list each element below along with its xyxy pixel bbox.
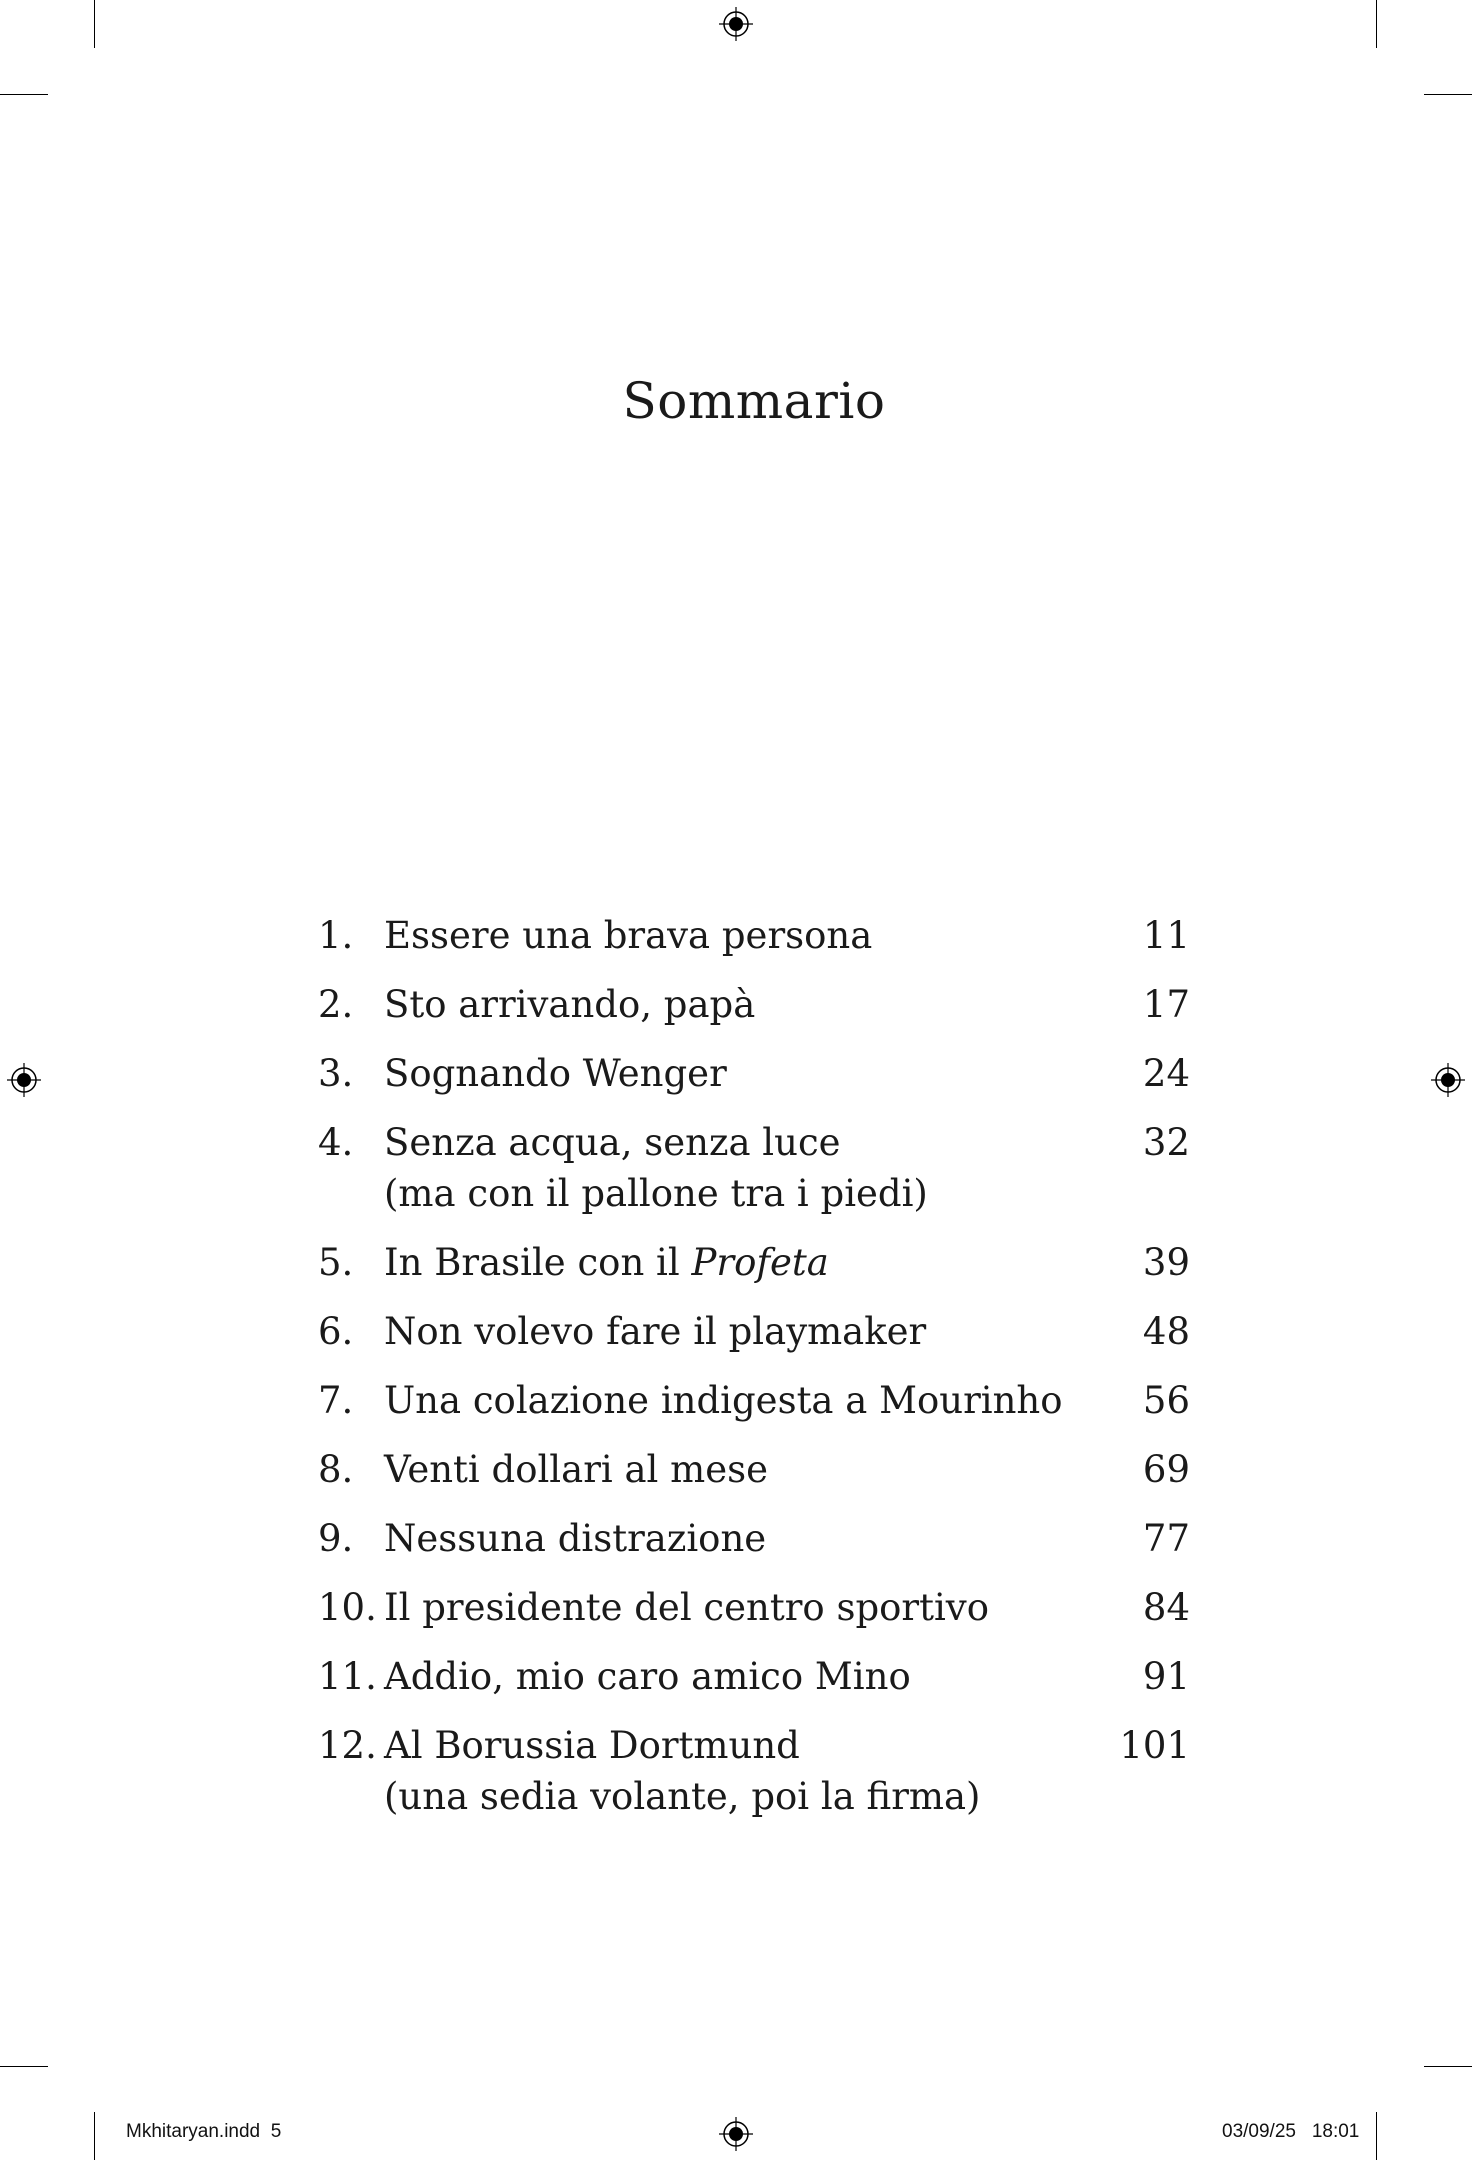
toc-number: 10. [318,1586,377,1629]
toc-page: 48 [1142,1310,1190,1353]
toc-page: 84 [1142,1586,1190,1629]
toc-number: 6. [318,1310,354,1353]
toc-entry[interactable] [318,1306,1190,1357]
toc-page: 11 [1142,914,1190,957]
table-of-contents [318,910,1190,1840]
crop-mark-left-bottom [0,2066,48,2067]
toc-title: Nessuna distrazione [384,1517,767,1560]
toc-title: Sognando Wenger [384,1052,727,1095]
crop-mark-top-right [1376,0,1377,48]
slug-time: 18:01 [1311,2121,1360,2142]
crop-mark-right-bottom [1424,2066,1472,2067]
toc-entry[interactable] [318,1582,1190,1633]
toc-page: 24 [1142,1052,1190,1095]
crop-mark-bottom-left [94,2112,95,2160]
slug-filename: Mkhitaryan.indd [126,2121,261,2142]
slug-page-number: 5 [270,2121,282,2142]
toc-entry[interactable] [318,1651,1190,1702]
toc-title: Al Borussia Dortmund [384,1724,800,1767]
registration-mark-top-icon [719,7,753,41]
toc-title: Il presidente del centro sportivo [384,1586,989,1629]
toc-subtitle: (una sedia volante, poi la firma) [384,1775,981,1818]
toc-subtitle: (ma con il pallone tra i piedi) [384,1172,928,1215]
toc-entry[interactable] [318,1444,1190,1495]
crop-mark-bottom-right [1376,2112,1377,2160]
toc-page: 69 [1142,1448,1190,1491]
toc-title: Venti dollari al mese [384,1448,769,1491]
toc-page: 77 [1142,1517,1190,1560]
slug-file [126,2121,281,2143]
toc-number: 2. [318,983,354,1026]
crop-mark-top-left [94,0,95,48]
registration-mark-right-icon [1431,1063,1465,1097]
toc-number: 5. [318,1241,354,1284]
toc-page: 39 [1142,1241,1190,1284]
toc-number: 4. [318,1121,354,1164]
toc-title: Senza acqua, senza luce [384,1121,841,1164]
toc-entry[interactable] [318,1513,1190,1564]
page-title: Sommario [622,371,886,430]
toc-number: 7. [318,1379,354,1422]
toc-number: 9. [318,1517,354,1560]
crop-mark-left-top [0,94,48,95]
toc-title: Non volevo fare il playmaker [384,1310,927,1353]
toc-entry[interactable] [318,1720,1190,1822]
toc-page: 91 [1142,1655,1190,1698]
toc-page: 17 [1142,983,1190,1026]
toc-entry[interactable] [318,910,1190,961]
registration-mark-bottom-icon [719,2117,753,2151]
toc-number: 3. [318,1052,354,1095]
toc-title-italic: Profeta [691,1241,829,1284]
registration-mark-left-icon [7,1063,41,1097]
toc-title: In Brasile con il Profeta [384,1241,829,1284]
toc-page: 56 [1142,1379,1190,1422]
toc-page: 32 [1142,1121,1190,1164]
slug-timestamp [1222,2121,1359,2143]
toc-title: Sto arrivando, papà [384,983,756,1026]
toc-page: 101 [1119,1724,1190,1767]
toc-entry[interactable] [318,979,1190,1030]
toc-entry[interactable] [318,1237,1190,1288]
crop-mark-right-top [1424,94,1472,95]
toc-number: 11. [318,1655,377,1698]
toc-title: Addio, mio caro amico Mino [384,1655,911,1698]
toc-entry[interactable] [318,1048,1190,1099]
toc-number: 8. [318,1448,354,1491]
toc-number: 12. [318,1724,377,1767]
slug-date: 03/09/25 [1222,2121,1296,2142]
toc-title: Essere una brava persona [384,914,873,957]
toc-entry[interactable] [318,1117,1190,1219]
toc-title: Una colazione indigesta a Mourinho [384,1379,1063,1422]
toc-number: 1. [318,914,354,957]
toc-entry[interactable] [318,1375,1190,1426]
